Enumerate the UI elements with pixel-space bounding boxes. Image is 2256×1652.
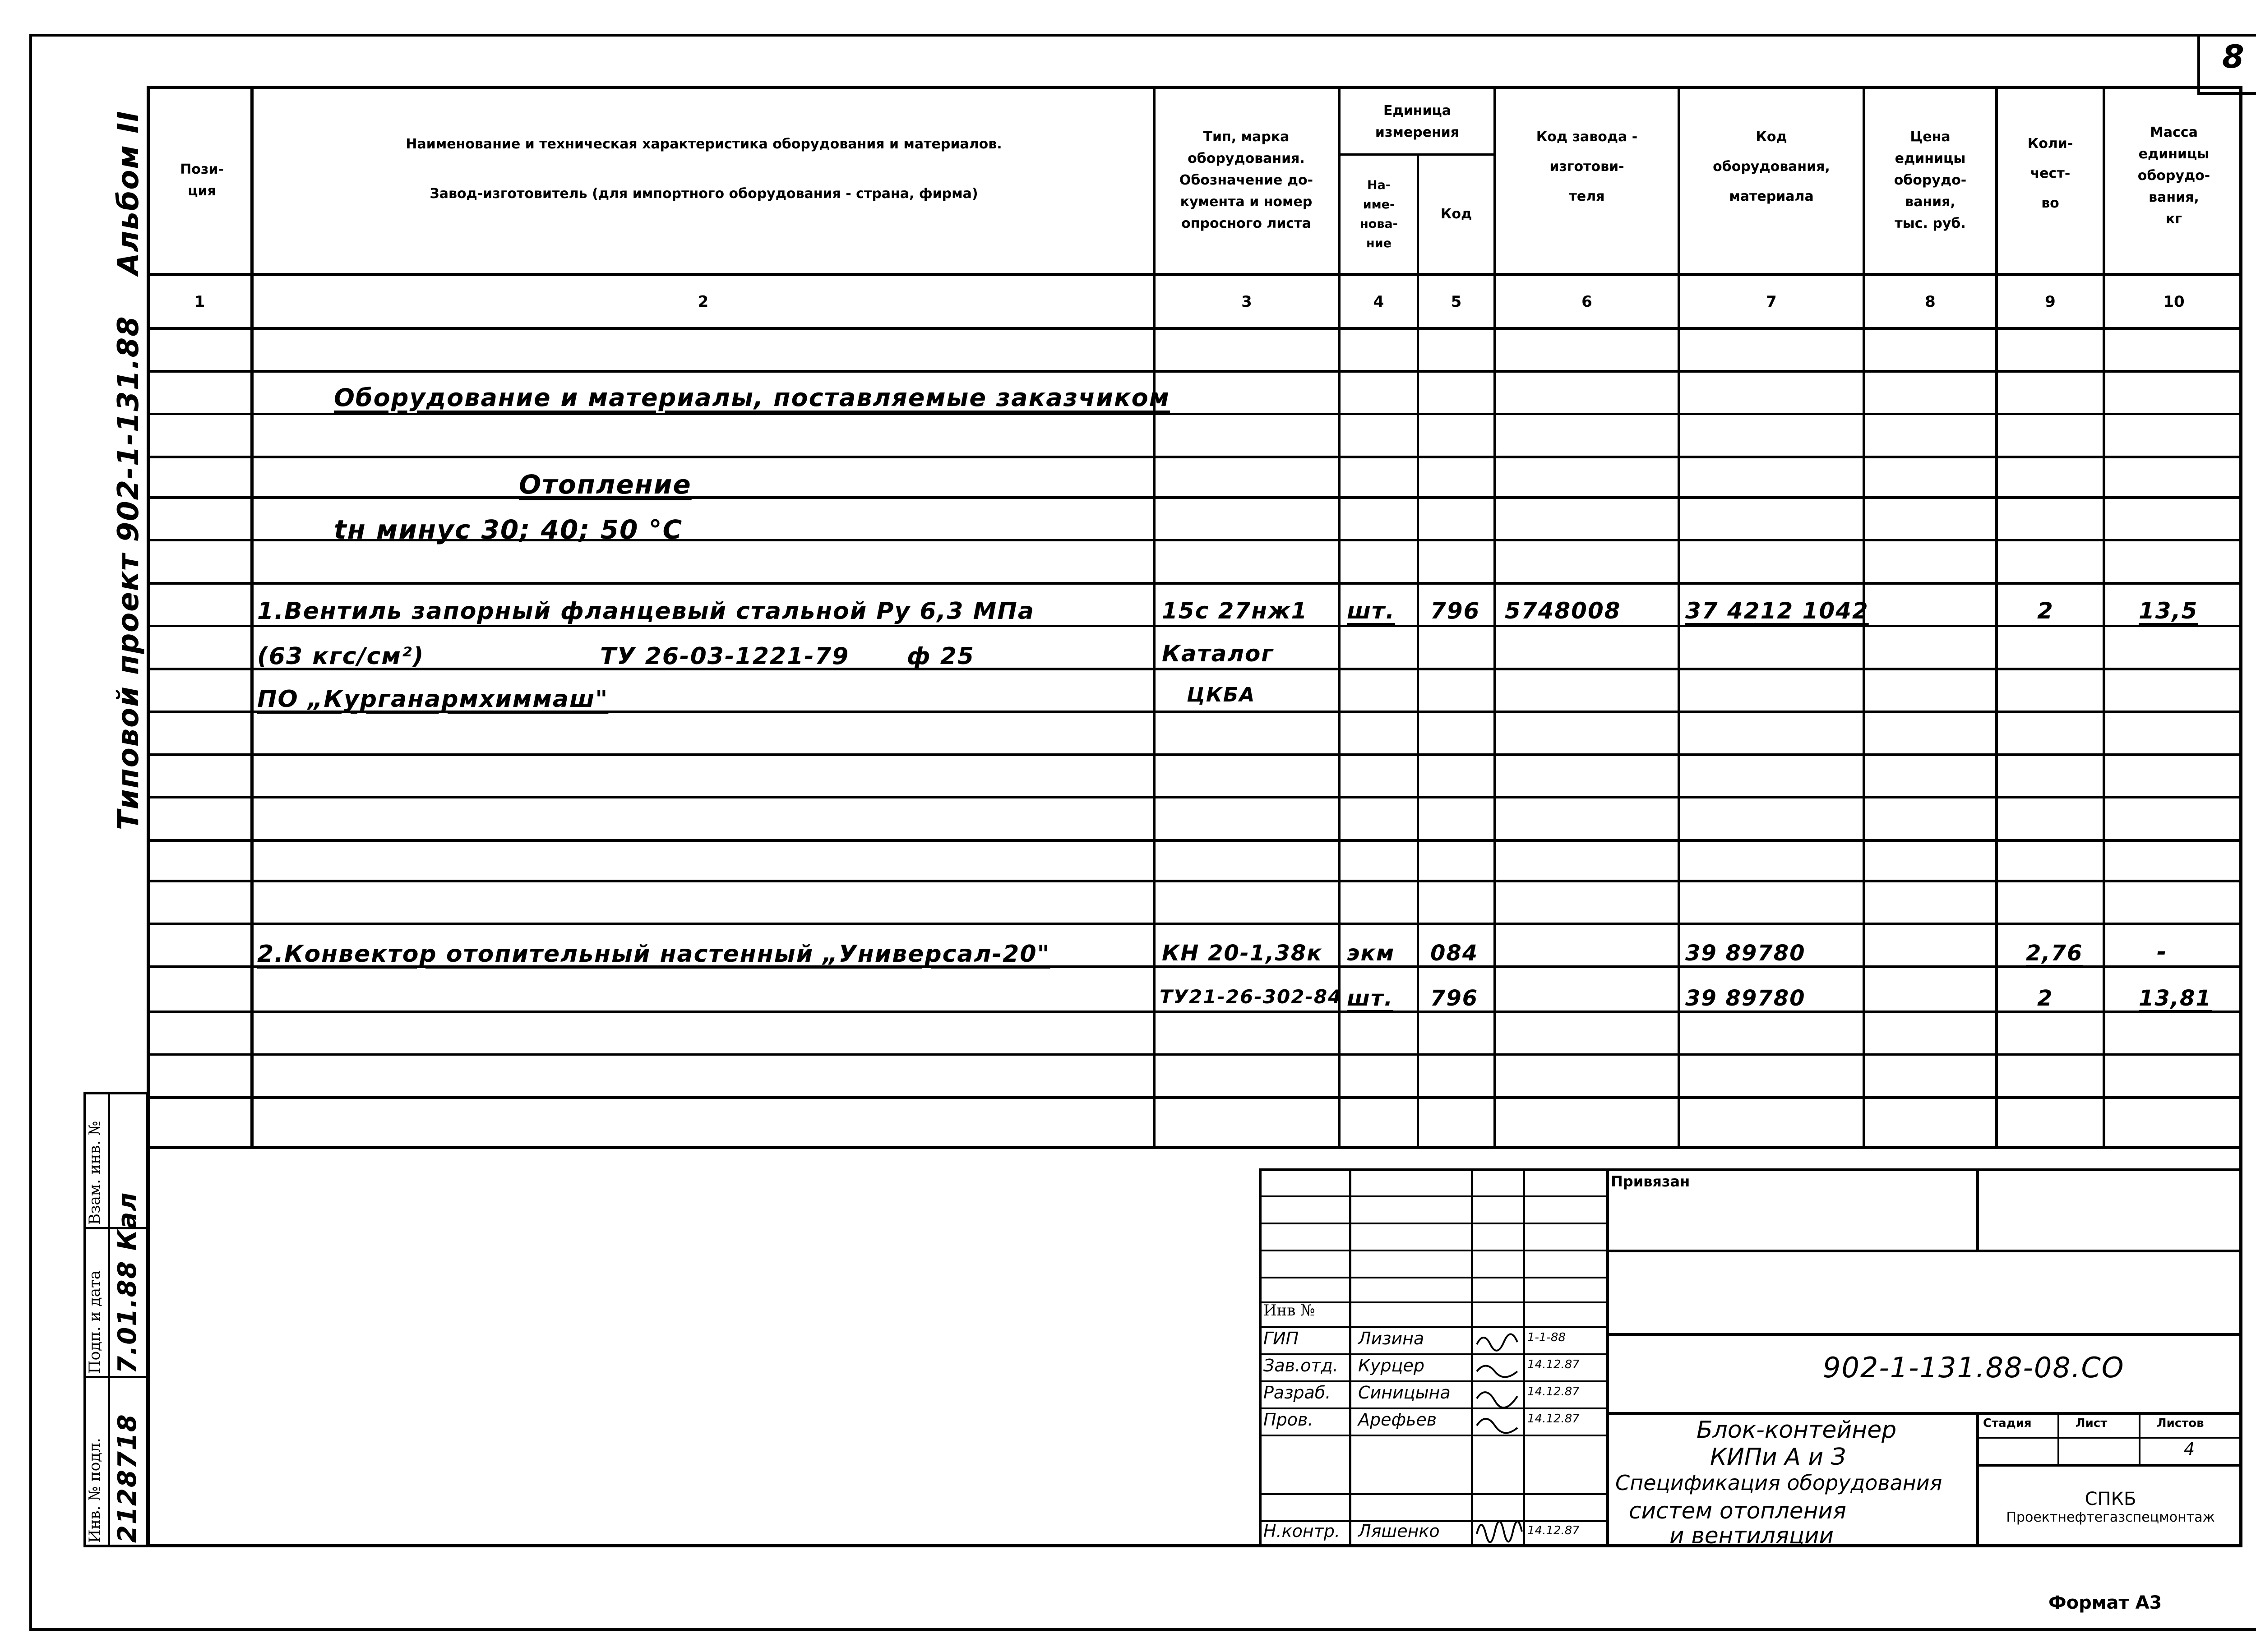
header-type: Тип, марка оборудования. Обозначение до- кумента и номер опросного листа xyxy=(1179,129,1313,231)
header-equipment-code: Код оборудования, материала xyxy=(1713,129,1830,204)
date-prov: 14.12.87 xyxy=(1527,1412,1580,1426)
tb-row-line xyxy=(1259,1195,1609,1197)
signatures xyxy=(1473,1326,1523,1547)
item1-line2b: ТУ 26-03-1221-79 xyxy=(600,643,850,670)
row-line xyxy=(147,1053,2242,1056)
item1-type3: ЦКБА xyxy=(1187,683,1256,706)
row-line xyxy=(147,456,2242,458)
stage-label: Стадия xyxy=(1983,1417,2032,1430)
item2-unit2: шт. xyxy=(1347,986,1394,1011)
row-line xyxy=(147,796,2242,798)
vzam-label: Взам. инв. № xyxy=(86,1121,104,1225)
left-stamp-hline xyxy=(83,1376,149,1378)
col-line xyxy=(1153,86,1156,1148)
item2-type2: ТУ21-26-302-84 xyxy=(1160,986,1342,1008)
row-line xyxy=(147,668,2242,670)
privyazan-label: Привязан xyxy=(1611,1173,1690,1190)
tb-vline xyxy=(1349,1168,1351,1547)
role-prov: Пров. xyxy=(1263,1410,1313,1430)
col-number: 7 xyxy=(1766,292,1777,311)
temperature-note: tн минус 30; 40; 50 °С xyxy=(334,514,683,545)
col-line xyxy=(1678,86,1680,1148)
row-line xyxy=(147,1096,2242,1099)
tb-row-line xyxy=(1259,1407,1609,1409)
left-stamp-divider xyxy=(108,1092,110,1547)
item1-equipment-code: 37 4212 1042 xyxy=(1685,598,1869,624)
sheet-label: Лист xyxy=(2076,1417,2108,1430)
title-line4: систем отопления xyxy=(1629,1498,1846,1524)
section-title: Оборудование и материалы, поставляемые заказчиком xyxy=(334,383,1170,412)
name-razrab: Синицына xyxy=(1358,1383,1451,1403)
row-line xyxy=(147,753,2242,756)
date-razrab: 14.12.87 xyxy=(1527,1385,1580,1398)
sheets-value: 4 xyxy=(2184,1439,2195,1459)
tb-row-line xyxy=(1259,1380,1609,1382)
item2-equipment-code2: 39 89780 xyxy=(1685,986,1806,1011)
header-price: Цена единицы оборудо- вания, тыс. руб. xyxy=(1894,129,1967,231)
header-quantity: Коли- чест- во xyxy=(2027,136,2073,211)
date-zavotd: 14.12.87 xyxy=(1527,1358,1580,1371)
item1-qty: 2 xyxy=(2037,598,2054,624)
col-number: 3 xyxy=(1241,292,1252,311)
date-nkontr: 14.12.87 xyxy=(1527,1524,1580,1537)
role-gip: ГИП xyxy=(1263,1329,1299,1348)
row-line xyxy=(147,370,2242,373)
tb-vline xyxy=(1606,1168,1609,1547)
title-line2: КИПи А и З xyxy=(1710,1444,1846,1471)
item1-line1: 1.Вентиль запорный фланцевый стальной Ру 6,3 МПа xyxy=(257,598,1035,625)
item2-qty: 2,76 xyxy=(2026,941,2083,966)
col-number: 10 xyxy=(2163,292,2185,311)
sheets-label: Листов xyxy=(2157,1417,2204,1430)
numbers-bottom-line xyxy=(147,327,2242,330)
format-label: Формат А3 xyxy=(2048,1592,2162,1613)
tb-vline xyxy=(1976,1168,1979,1252)
tb-vline xyxy=(2057,1412,2059,1466)
role-zavotd: Зав.отд. xyxy=(1263,1356,1338,1375)
tb-vline xyxy=(2139,1412,2140,1466)
organization xyxy=(1979,1468,2242,1545)
name-zavotd: Курцер xyxy=(1358,1356,1424,1375)
item2-unit-code2: 796 xyxy=(1430,986,1479,1011)
tb-row-line xyxy=(1259,1435,1609,1436)
name-prov: Арефьев xyxy=(1358,1410,1437,1430)
col-number: 5 xyxy=(1451,292,1462,311)
item1-unit: шт. xyxy=(1347,598,1396,624)
row-line xyxy=(147,839,2242,842)
row-line xyxy=(147,625,2242,627)
col-number: 9 xyxy=(2045,292,2056,311)
tb-hline xyxy=(1976,1464,2242,1467)
item1-factory-code: 5748008 xyxy=(1505,598,1621,624)
header-name-line1: Наименование и техническая характеристика оборудования и материалов. xyxy=(406,136,1002,152)
project-label: Типовой проект 902-1-131.88 xyxy=(112,315,145,830)
col-number: 1 xyxy=(194,292,205,311)
sheet-number: 8 xyxy=(2222,38,2245,75)
left-margin-strip xyxy=(147,86,149,1146)
item1-line2c: ф 25 xyxy=(907,643,975,670)
album-label: Альбом II xyxy=(112,110,145,275)
tb-row-line xyxy=(1259,1277,1609,1278)
item2-mass2: 13,81 xyxy=(2139,986,2212,1011)
header-mass: Масса единицы оборудо- вания, кг xyxy=(2137,125,2210,227)
inv-label: Инв. № подл. xyxy=(86,1438,104,1543)
header-factory-code: Код завода - изготови- теля xyxy=(1536,129,1638,204)
name-gip: Лизина xyxy=(1358,1329,1424,1348)
item2-unit-code: 084 xyxy=(1430,941,1479,966)
item2-equipment-code: 39 89780 xyxy=(1685,941,1806,966)
header-unit-code: Код xyxy=(1440,206,1472,222)
row-line xyxy=(147,582,2242,585)
col-line xyxy=(1493,86,1496,1148)
title-line5: и вентиляции xyxy=(1669,1523,1834,1549)
table-bottom-line xyxy=(147,1146,2242,1149)
item1-mass: 13,5 xyxy=(2139,598,2198,624)
subsection-title: Отопление xyxy=(519,469,692,500)
tb-row-line xyxy=(1259,1493,1609,1495)
role-razrab: Разраб. xyxy=(1263,1383,1331,1403)
col-number: 6 xyxy=(1581,292,1592,311)
tb-vline xyxy=(1523,1168,1525,1547)
org-line1: СПКБ xyxy=(2085,1488,2136,1509)
title-line1: Блок-контейнер xyxy=(1697,1417,1897,1444)
header-name-line2: Завод-изготовитель (для импортного оборудования - страна, фирма) xyxy=(430,186,978,202)
header-position: Пози- ция xyxy=(180,162,224,199)
inv-no-label: Инв № xyxy=(1263,1301,1315,1320)
document-code: 902-1-131.88-08.СО xyxy=(1823,1351,2125,1384)
title-line3: Спецификация оборудования xyxy=(1615,1471,1942,1495)
item2-unit: экм xyxy=(1347,941,1395,966)
podp-value: 7.01.88 Кал xyxy=(113,1191,142,1374)
tb-row-line xyxy=(1259,1223,1609,1224)
tb-hline xyxy=(1606,1333,2242,1336)
tb-row-line xyxy=(1259,1353,1609,1355)
item2-line1: 2.Конвектор отопительный настенный „Универсал-20" xyxy=(257,941,1050,968)
item1-unit-code: 796 xyxy=(1430,598,1480,624)
item1-line3: ПО „Курганармхиммаш" xyxy=(257,686,609,713)
row-line xyxy=(147,413,2242,415)
tb-hline xyxy=(1976,1437,2242,1439)
podp-label: Подп. и дата xyxy=(86,1270,104,1374)
org-line2: Проектнефтегазспецмонтаж xyxy=(2006,1509,2215,1525)
item1-type2: Каталог xyxy=(1162,641,1274,667)
item1-type: 15с 27нж1 xyxy=(1162,598,1308,624)
tb-row-line xyxy=(1259,1250,1609,1251)
row-line xyxy=(147,880,2242,882)
item1-line2a: (63 кгс/см²) xyxy=(257,643,425,670)
name-nkontr: Ляшенко xyxy=(1358,1521,1440,1541)
item2-mass: - xyxy=(2157,938,2168,965)
inv-value: 2128718 xyxy=(113,1413,142,1543)
col-number: 4 xyxy=(1373,292,1384,311)
header-unit-group: Единица измерения xyxy=(1375,103,1460,140)
header-bottom-line xyxy=(147,273,2242,276)
tb-hline xyxy=(1606,1250,2242,1252)
item2-qty2: 2 xyxy=(2037,986,2053,1011)
row-line xyxy=(147,496,2242,499)
role-nkontr: Н.контр. xyxy=(1263,1521,1341,1541)
item2-type: КН 20-1,38к xyxy=(1162,941,1322,966)
col-line xyxy=(250,86,254,1148)
tb-row-line xyxy=(1259,1326,1609,1328)
header-unit-name: На- име- нова- ние xyxy=(1360,178,1398,251)
col-number: 2 xyxy=(698,292,709,311)
tb-hline xyxy=(1606,1412,2242,1415)
col-number: 8 xyxy=(1925,292,1936,311)
row-line xyxy=(147,1011,2242,1013)
date-gip: 1-1-88 xyxy=(1527,1331,1566,1344)
row-line xyxy=(147,923,2242,925)
